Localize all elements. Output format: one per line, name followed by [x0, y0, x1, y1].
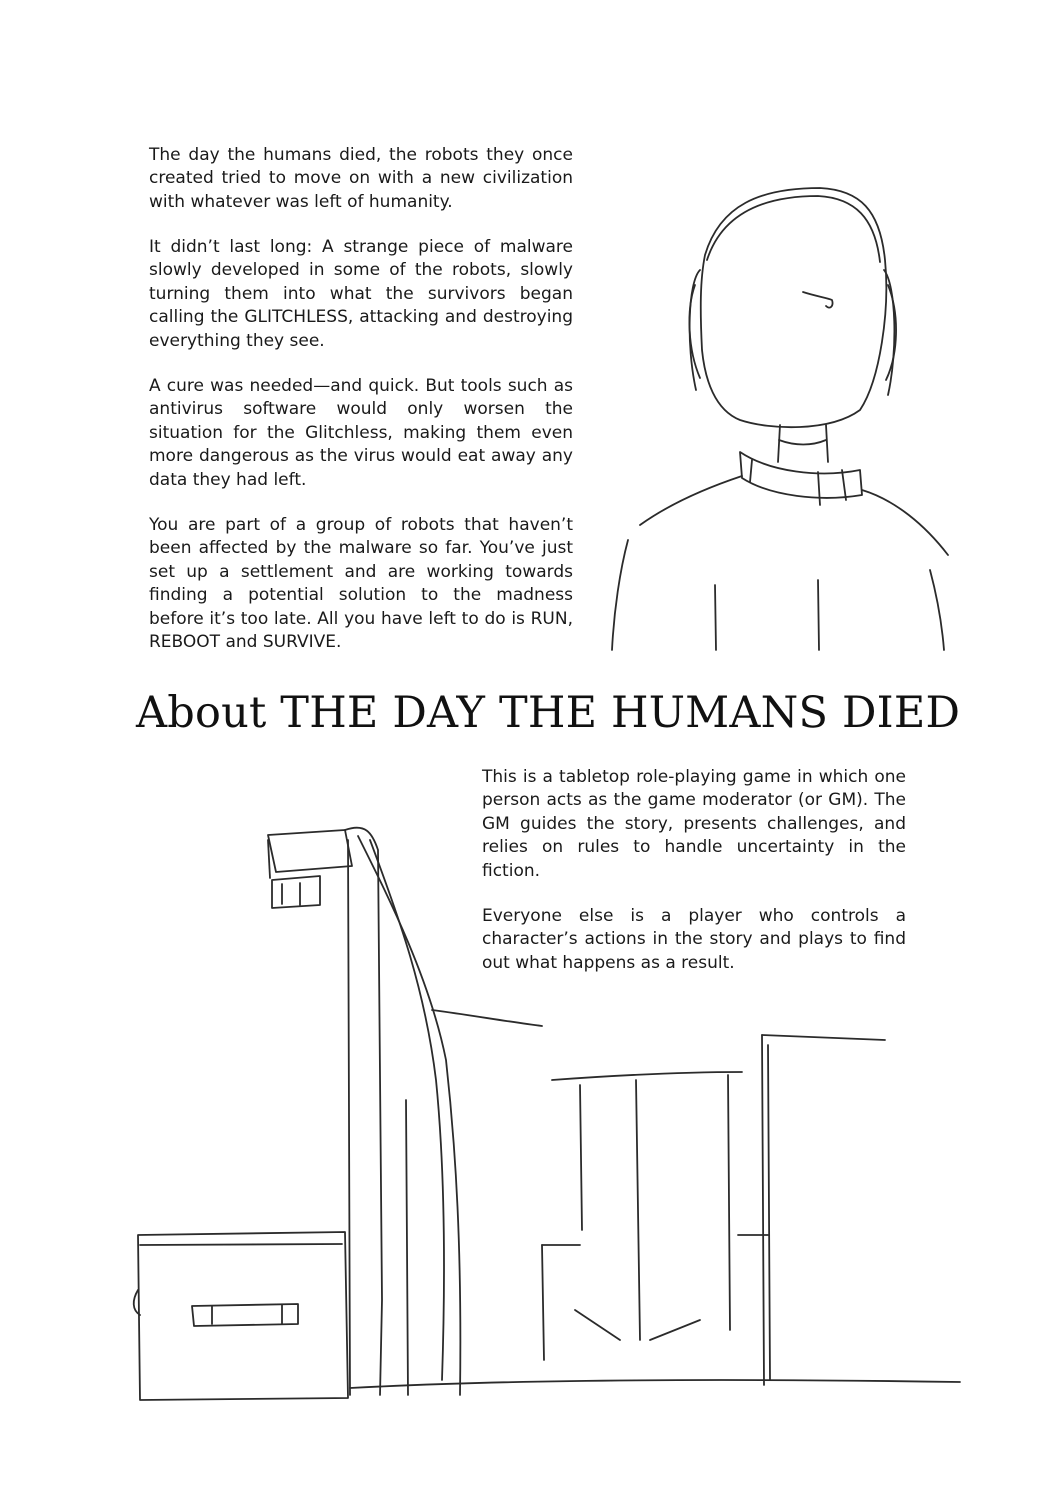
section-title: About THE DAY THE HUMANS DIED — [136, 688, 961, 738]
intro-paragraph-4: You are part of a group of robots that haven’t been affected by the malware so far. You’ve just set up a settlement and are working towards finding a potential solution to the madness before it’s too late. All you have left to do is RUN, REBOOT and SURVIVE. — [149, 515, 573, 653]
intro-paragraph-1: The day the humans died, the robots they once created tried to move on with a new civilization with whatever was left of humanity. — [149, 145, 573, 212]
about-paragraph-1: This is a tabletop role-playing game in which one person acts as the game moderator (or GM). The GM guides the story, presents challenges, and relies on rules to handle uncertainty in the fiction. — [482, 767, 906, 881]
about-paragraph-2: Everyone else is a player who controls a character’s actions in the story and plays to find out what happens as a result. — [482, 906, 906, 973]
intro-paragraph-2: It didn’t last long: A strange piece of malware slowly developed in some of the robots, slowly turning them into what the survivors began calling the GLITCHLESS, attacking and destroying everything they see. — [149, 237, 573, 351]
intro-paragraph-3: A cure was needed—and quick. But tools such as antivirus software would only worsen the situation for the Glitchless, making them even more dangerous as the virus would eat away any data they had left. — [149, 376, 573, 490]
